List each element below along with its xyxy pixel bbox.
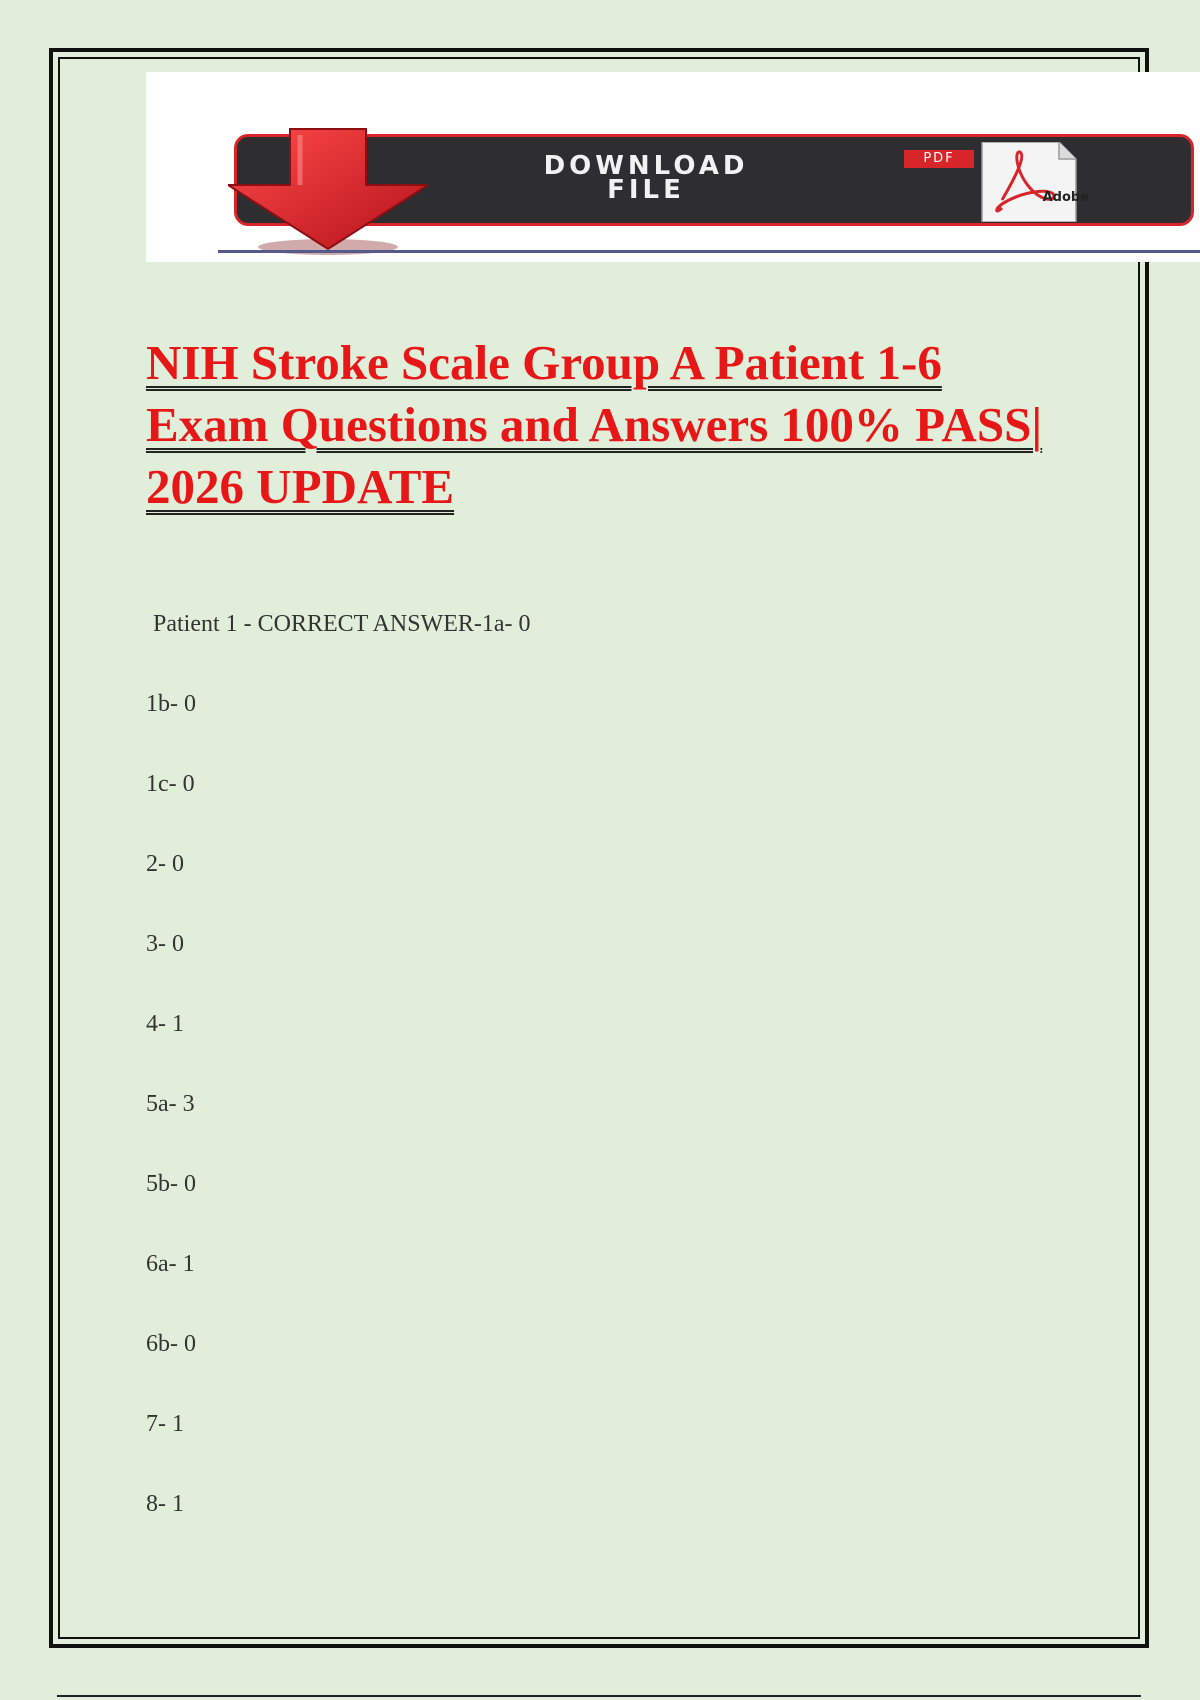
adobe-label: Adobe (1042, 190, 1089, 205)
answer-item: 6a- 1 (146, 1251, 195, 1277)
answer-item: 7- 1 (146, 1411, 184, 1437)
answer-list (146, 604, 1046, 1564)
answer-item: 8- 1 (146, 1491, 184, 1517)
document-title: NIH Stroke Scale Group A Patient 1-6 Exam Questions and Answers 100% PASS| 2026 UPDATE (146, 335, 1043, 514)
answer-item: 5b- 0 (146, 1171, 196, 1197)
bottom-rule (57, 1695, 1141, 1697)
answer-item: 1b- 0 (146, 691, 196, 717)
download-label-line1: DOWNLOAD (543, 151, 749, 181)
pdf-badge: PDF (904, 150, 974, 168)
answer-item: 1c- 0 (146, 771, 195, 797)
answer-item: 4- 1 (146, 1011, 184, 1037)
download-label[interactable] (446, 151, 846, 205)
download-arrow-icon (228, 127, 428, 257)
download-banner[interactable] (146, 72, 1200, 262)
answer-item: 3- 0 (146, 931, 184, 957)
download-label-line2: FILE (607, 175, 685, 205)
intro-line: Patient 1 - CORRECT ANSWER-1a- 0 (153, 611, 531, 637)
banner-underline (218, 250, 1200, 253)
answer-item: 6b- 0 (146, 1331, 196, 1357)
answer-item: 5a- 3 (146, 1091, 195, 1117)
answer-item: 2- 0 (146, 851, 184, 877)
